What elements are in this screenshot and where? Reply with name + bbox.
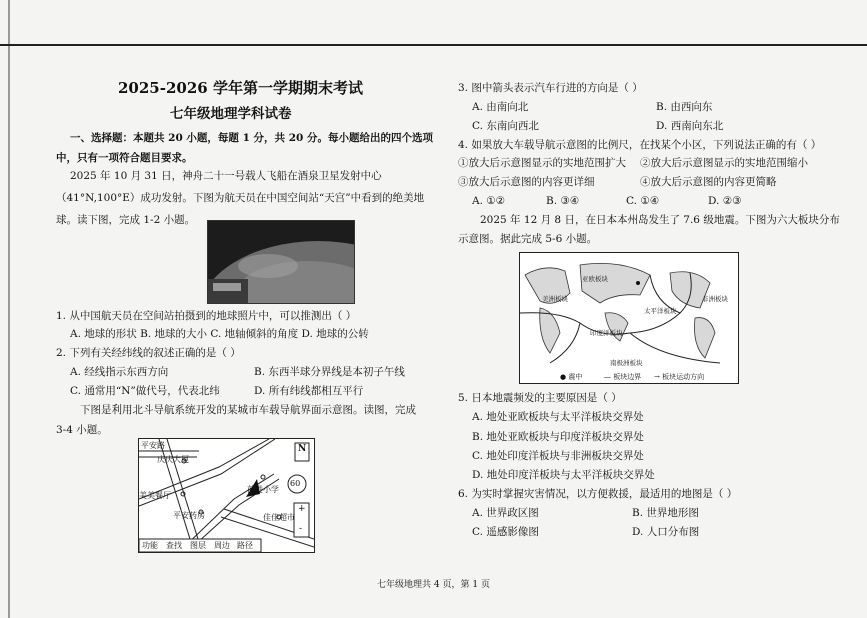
plate-label: 南极洲板块 [610, 359, 643, 367]
plate-distribution-map [519, 252, 739, 384]
statement-1: ①放大后示意图显示的实地范围扩大 [458, 157, 626, 169]
option-c: C. 东南向西北 [472, 120, 539, 132]
question-6: 6. 为实时掌握灾害情况，以方便救援，最适用的地图是（ ） [458, 488, 738, 500]
plate-label: 美洲板块 [542, 295, 568, 303]
nav-button-search[interactable]: 查找 [166, 541, 182, 550]
intro-line: 2025 年 10 月 31 日，神舟二十一号载人飞船在酒泉卫星发射中心 [70, 170, 382, 182]
plate-label: 印度洋板块 [590, 329, 623, 337]
option-c: C. 通常用“N”做代号，代表北纬 [70, 385, 220, 397]
plate-label: 太平洋板块 [644, 307, 677, 315]
option-c: C. 遥感影像图 [472, 526, 539, 538]
scan-edge [8, 0, 10, 618]
section-heading: 一、选择题：本题共 20 小题，每题 1 分，共 20 分。每小题给出的四个选项 [70, 132, 433, 144]
statement-3: ③放大后示意图的内容更详细 [458, 176, 595, 188]
speed-limit-sign: 60 [290, 479, 301, 488]
statement-2: ②放大后示意图显示的实地范围缩小 [640, 157, 808, 169]
option-a: A. 经线指示东西方向 [70, 366, 169, 378]
place-label: 前进小学 [247, 485, 279, 494]
earth-from-space-image [208, 221, 354, 303]
intro-line: 球。读下图，完成 1-2 小题。 [56, 214, 196, 226]
legend-boundary: — 板块边界 [604, 373, 642, 381]
question-5: 5. 日本地震频发的主要原因是（ ） [458, 392, 622, 404]
page-footer: 七年级地理共 4 页，第 1 页 [377, 580, 490, 590]
option-d: D. 西南向东北 [656, 120, 724, 132]
intro-line: 3-4 小题。 [56, 424, 108, 436]
exam-subtitle: 七年级地理学科试卷 [170, 106, 292, 122]
option-c: C. ①④ [626, 195, 660, 207]
legend-epicenter: ● 震中 [560, 373, 583, 381]
question-4: 4. 如果放大车载导航示意图的比例尺，在找某个小区，下列说法正确的有（ ） [458, 139, 822, 151]
place-label: 平安药房 [173, 511, 205, 520]
car-navigation-map [138, 438, 315, 553]
compass-north-icon: N [298, 444, 307, 454]
option-a: A. 世界政区图 [472, 507, 539, 519]
place-label: 庆庆大厦 [157, 455, 189, 464]
question-1-options: A. 地球的形状 B. 地球的大小 C. 地轴倾斜的角度 D. 地球的公转 [70, 328, 369, 340]
legend-motion: → 板块运动方向 [654, 373, 705, 381]
road-label: 平安路 [141, 441, 165, 450]
option-b: B. 由西向东 [656, 101, 713, 113]
place-label: 美美餐厅 [139, 491, 171, 500]
zoom-out-button[interactable]: - [299, 524, 303, 534]
plate-label: 非洲板块 [702, 295, 728, 303]
option-b: B. 东西半球分界线是本初子午线 [254, 366, 405, 378]
option-c: C. 地处印度洋板块与非洲板块交界处 [472, 450, 644, 462]
question-3: 3. 图中箭头表示汽车行进的方向是（ ） [458, 82, 643, 94]
option-b: B. 世界地形图 [632, 507, 699, 519]
option-d: D. 所有纬线都相互平行 [254, 385, 364, 397]
statement-4: ④放大后示意图的内容更简略 [640, 176, 777, 188]
nav-button-function[interactable]: 功能 [142, 541, 158, 550]
intro-line: （41°N,100°E）成功发射。下图为航天员在中国空间站“天宫”中看到的绝美地 [56, 192, 425, 204]
option-a: A. 地处亚欧板块与太平洋板块交界处 [472, 411, 644, 423]
place-label: 佳佳超市 [263, 513, 295, 522]
option-d: D. 地处印度洋板块与太平洋板块交界处 [472, 469, 655, 481]
intro-line: 2025 年 12 月 8 日，在日本本州岛发生了 7.6 级地震。下图为六大板块分布 [480, 214, 840, 226]
zoom-in-button[interactable]: + [298, 504, 306, 514]
nav-button-nearby[interactable]: 周边 [214, 541, 230, 550]
plate-label: 亚欧板块 [582, 275, 608, 283]
option-d: D. ②③ [708, 195, 742, 207]
nav-button-layers[interactable]: 图层 [190, 541, 206, 550]
exam-title: 2025-2026 学年第一学期期末考试 [118, 79, 363, 97]
nav-button-route[interactable]: 路径 [237, 541, 253, 550]
intro-line: 下图是利用北斗导航系统开发的某城市车载导航界面示意图。读图，完成 [80, 404, 416, 416]
option-d: D. 人口分布图 [632, 526, 700, 538]
question-1: 1. 从中国航天员在空间站拍摄到的地球照片中，可以推测出（ ） [56, 310, 357, 322]
option-a: A. 由南向北 [472, 101, 529, 113]
earth-photo [207, 220, 355, 304]
option-b: B. 地处亚欧板块与印度洋板块交界处 [472, 431, 644, 443]
question-2: 2. 下列有关经纬线的叙述正确的是（ ） [56, 347, 241, 359]
option-b: B. ③④ [546, 195, 580, 207]
header-rule [0, 44, 867, 46]
section-heading-cont: 中，只有一项符合题目要求。 [56, 152, 193, 164]
intro-line: 示意图。据此完成 5-6 小题。 [458, 233, 598, 245]
option-a: A. ①② [472, 195, 506, 207]
